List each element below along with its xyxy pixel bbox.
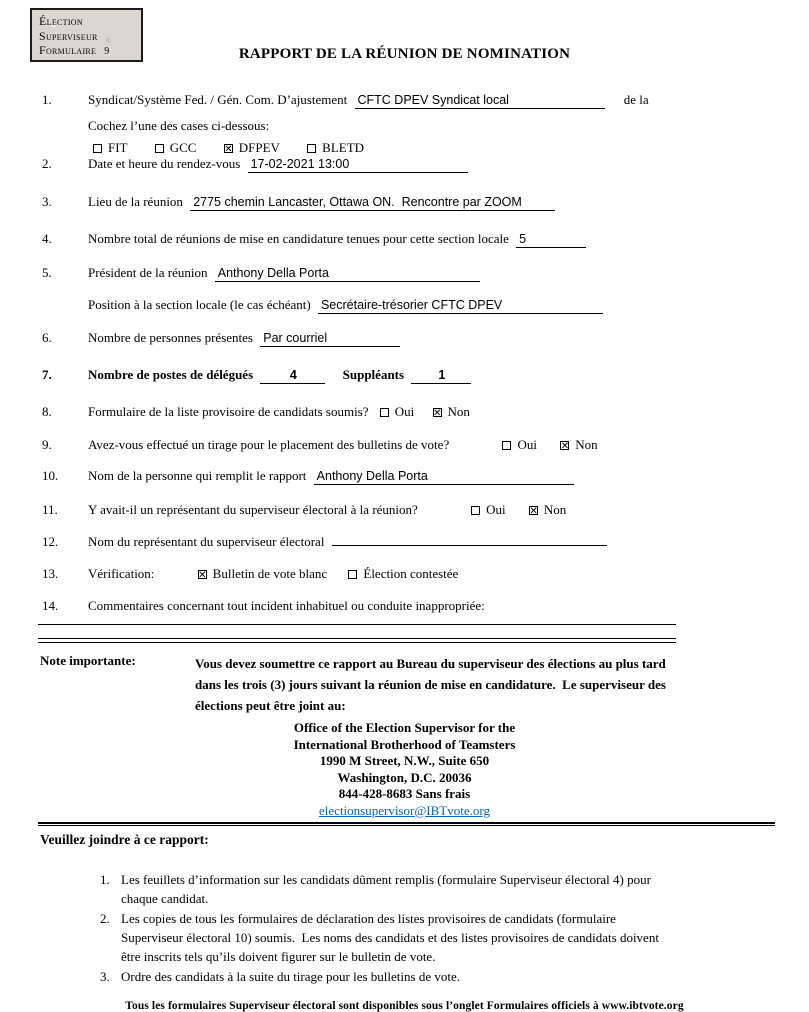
checkbox-instruction: Cochez l’une des cases ci-dessous:: [88, 118, 270, 133]
dfpev-checkbox[interactable]: [224, 140, 280, 156]
item-number: 11.: [42, 502, 58, 517]
item-number: 4.: [42, 231, 52, 246]
attachment-item: [100, 967, 809, 986]
checkbox-label: Non: [575, 437, 598, 452]
item-number: 9.: [42, 437, 52, 452]
item-number: 13.: [42, 566, 59, 581]
item-label: Nombre de personnes présentes: [88, 330, 253, 345]
form-item-4: [0, 231, 809, 248]
federation-checkbox-group: [88, 140, 779, 156]
form-item-1: [0, 92, 809, 156]
item-number: 7.: [42, 367, 52, 382]
checkbox-label: FIT: [108, 140, 128, 155]
attachment-item: [100, 870, 809, 908]
item-label: Avez-vous effectué un tirage pour le placement des bulletins de vote?: [88, 437, 450, 452]
item-number: 8.: [42, 404, 52, 419]
ballot-draw-oui-checkbox[interactable]: [502, 437, 537, 453]
stamp-line-election: Élection: [39, 14, 83, 28]
attachment-number: 1.: [100, 872, 110, 887]
supervisor-rep-oui-checkbox[interactable]: [471, 502, 506, 518]
office-city-line: Washington, D.C. 20036: [337, 769, 472, 785]
item-label: Commentaires concernant tout incident inhabituel ou conduite inappropriée:: [88, 598, 485, 613]
blank-ballot-checkbox[interactable]: [198, 566, 327, 582]
item-number: 2.: [42, 156, 52, 171]
comments-writing-line[interactable]: [38, 624, 676, 625]
attachments-heading: Veuillez joindre à ce rapport:: [40, 832, 209, 847]
attendees-count-field[interactable]: Par courriel: [260, 331, 400, 347]
checkbox-label: Oui: [517, 437, 537, 452]
provisional-list-non-checkbox[interactable]: [433, 404, 470, 420]
checkbox-box-icon: [155, 144, 164, 153]
form-item-13: [0, 566, 809, 582]
form-item-3: [0, 194, 809, 211]
delegate-posts-field[interactable]: 4: [260, 368, 325, 384]
page-title: RAPPORT DE LA RÉUNION DE NOMINATION: [238, 46, 571, 62]
checkbox-box-icon: [348, 570, 357, 579]
item-label: Lieu de la réunion: [88, 194, 183, 209]
item-label: Nombre de postes de délégués: [88, 367, 254, 382]
form-number: 9: [104, 46, 110, 57]
verification-options: [198, 566, 477, 582]
checkbox-box-icon: [471, 506, 480, 515]
form-item-2: [0, 156, 809, 173]
form-item-11: [0, 502, 809, 518]
checkbox-box-icon: [529, 506, 538, 515]
item-label: Nom de la personne qui remplit le rapport: [88, 468, 307, 483]
item-number: 3.: [42, 194, 52, 209]
checkbox-label: Oui: [394, 404, 415, 419]
local-position-field[interactable]: Secrétaire-trésorier CFTC DPEV: [318, 298, 603, 314]
section-divider: [38, 638, 676, 643]
office-org-line: International Brotherhood of Teamsters: [293, 736, 516, 752]
fit-checkbox[interactable]: [93, 140, 128, 156]
office-phone-line: 844-428-8683 Sans frais: [338, 786, 471, 801]
checkbox-label: Non: [543, 502, 567, 517]
footer-note: Tous les formulaires Superviseur électoral sont disponibles sous l’onglet Formulaires officiels à www.ibtvote.org: [125, 1000, 684, 1012]
office-address: [0, 720, 809, 819]
union-system-field[interactable]: CFTC DPEV Syndicat local: [355, 93, 605, 109]
alternates-field[interactable]: 1: [411, 368, 471, 384]
form-item-12: [0, 534, 809, 550]
office-street-line: 1990 M Street, N.W., Suite 650: [319, 753, 490, 768]
attachments-list: [0, 870, 809, 986]
bletd-checkbox[interactable]: [307, 140, 364, 156]
ballot-draw-options: [502, 437, 617, 453]
provisional-list-options: [380, 404, 485, 420]
form-item-8: [0, 404, 809, 420]
item-label: Y avait-il un représentant du superviseur électoral à la réunion?: [88, 502, 418, 517]
checkbox-box-icon: [433, 408, 442, 417]
gcc-checkbox[interactable]: [155, 140, 197, 156]
checkbox-box-icon: [198, 570, 207, 579]
item-number: 14.: [42, 598, 59, 613]
important-note: [0, 653, 809, 716]
item-number: 1.: [42, 92, 52, 107]
note-body: Vous devez soumettre ce rapport au Bureau du superviseur des élections au plus tard dans les trois (3) jours suivant la réunion de mise en candidature. Le superviseur des élections peut être joint au:: [195, 656, 670, 713]
form-item-5: [0, 265, 809, 314]
form-item-14: [0, 598, 809, 614]
form-item-10: [0, 468, 809, 485]
item-label: Président de la réunion: [88, 265, 208, 280]
attachment-number: 2.: [100, 911, 110, 926]
checkbox-label: Élection contestée: [363, 566, 459, 581]
checkbox-box-icon: [224, 144, 233, 153]
item-label: Date et heure du rendez-vous: [88, 156, 241, 171]
office-name-line: Office of the Election Supervisor for the: [293, 720, 516, 735]
checkbox-label: Oui: [486, 502, 506, 517]
contested-election-checkbox[interactable]: [348, 566, 458, 582]
checkbox-label: GCC: [169, 140, 197, 155]
checkbox-label: Bulletin de vote blanc: [212, 566, 328, 581]
checkbox-box-icon: [93, 144, 102, 153]
attachments-divider: [38, 822, 775, 826]
form-item-7: [0, 367, 809, 384]
item-number: 5.: [42, 265, 52, 280]
item-sub-label: Position à la section locale (le cas échéant): [88, 297, 311, 312]
note-label: Note importante:: [40, 653, 136, 668]
item-number: 6.: [42, 330, 52, 345]
checkbox-box-icon: [560, 441, 569, 450]
item-label: Nombre total de réunions de mise en candidature tenues pour cette section locale: [88, 231, 509, 246]
attachment-text: Les feuillets d’information sur les candidats dûment remplis (formulaire Superviseur électoral 4) pour chaque candidat.: [121, 872, 655, 906]
nomination-form: [0, 92, 809, 614]
checkbox-label: DFPEV: [238, 140, 280, 155]
supervisor-rep-options: [471, 502, 586, 518]
form-item-9: [0, 437, 809, 453]
item-label: Formulaire de la liste provisoire de candidats soumis?: [88, 404, 369, 419]
attachment-text: Les copies de tous les formulaires de déclaration des listes provisoires de candidats (formulaire Superviseur électoral 10) soumis. Les noms des candidats et des listes provisoires de candidats doivent être inscrits tels qu’ils doivent figurer sur le bulletin de vote.: [121, 911, 663, 964]
stamp-line-superviseur: Superviseur: [39, 28, 98, 43]
item-number: 12.: [42, 534, 59, 549]
checkbox-label: Non: [447, 404, 470, 419]
item-label-2: Suppléants: [342, 367, 405, 382]
checkbox-box-icon: [380, 408, 389, 417]
form-stamp: [30, 8, 143, 62]
provisional-list-oui-checkbox[interactable]: [380, 404, 415, 420]
report-filler-field[interactable]: Anthony Della Porta: [314, 469, 574, 485]
supervisor-rep-non-checkbox[interactable]: [529, 502, 566, 518]
item-number: 10.: [42, 468, 59, 483]
email-link[interactable]: electionsupervisor@IBTvote.org: [319, 802, 490, 818]
attachment-text: Ordre des candidats à la suite du tirage pour les bulletins de vote.: [121, 969, 460, 984]
item-label-suffix: de la: [623, 92, 649, 107]
attachment-number: 3.: [100, 969, 110, 984]
checkbox-box-icon: [307, 144, 316, 153]
item-label: Vérification:: [88, 566, 155, 581]
item-label: Nom du représentant du superviseur électoral: [88, 534, 325, 549]
checkbox-label: BLETD: [322, 140, 365, 155]
meetings-count-field[interactable]: 5: [516, 232, 586, 248]
supervisor-rep-name-field[interactable]: [332, 545, 607, 546]
ballot-draw-non-checkbox[interactable]: [560, 437, 597, 453]
meeting-datetime-field[interactable]: 17-02-2021 13:00: [248, 157, 468, 173]
form-item-6: [0, 330, 809, 347]
item-label: Syndicat/Système Fed. / Gén. Com. D’ajustement: [88, 92, 348, 107]
attachment-item: [100, 909, 809, 966]
meeting-chair-field[interactable]: Anthony Della Porta: [215, 266, 480, 282]
checkbox-box-icon: [502, 441, 511, 450]
stamp-line-formulaire: Formulaire 9: [39, 43, 110, 57]
meeting-location-field[interactable]: 2775 chemin Lancaster, Ottawa ON. Rencontre par ZOOM: [190, 195, 555, 211]
